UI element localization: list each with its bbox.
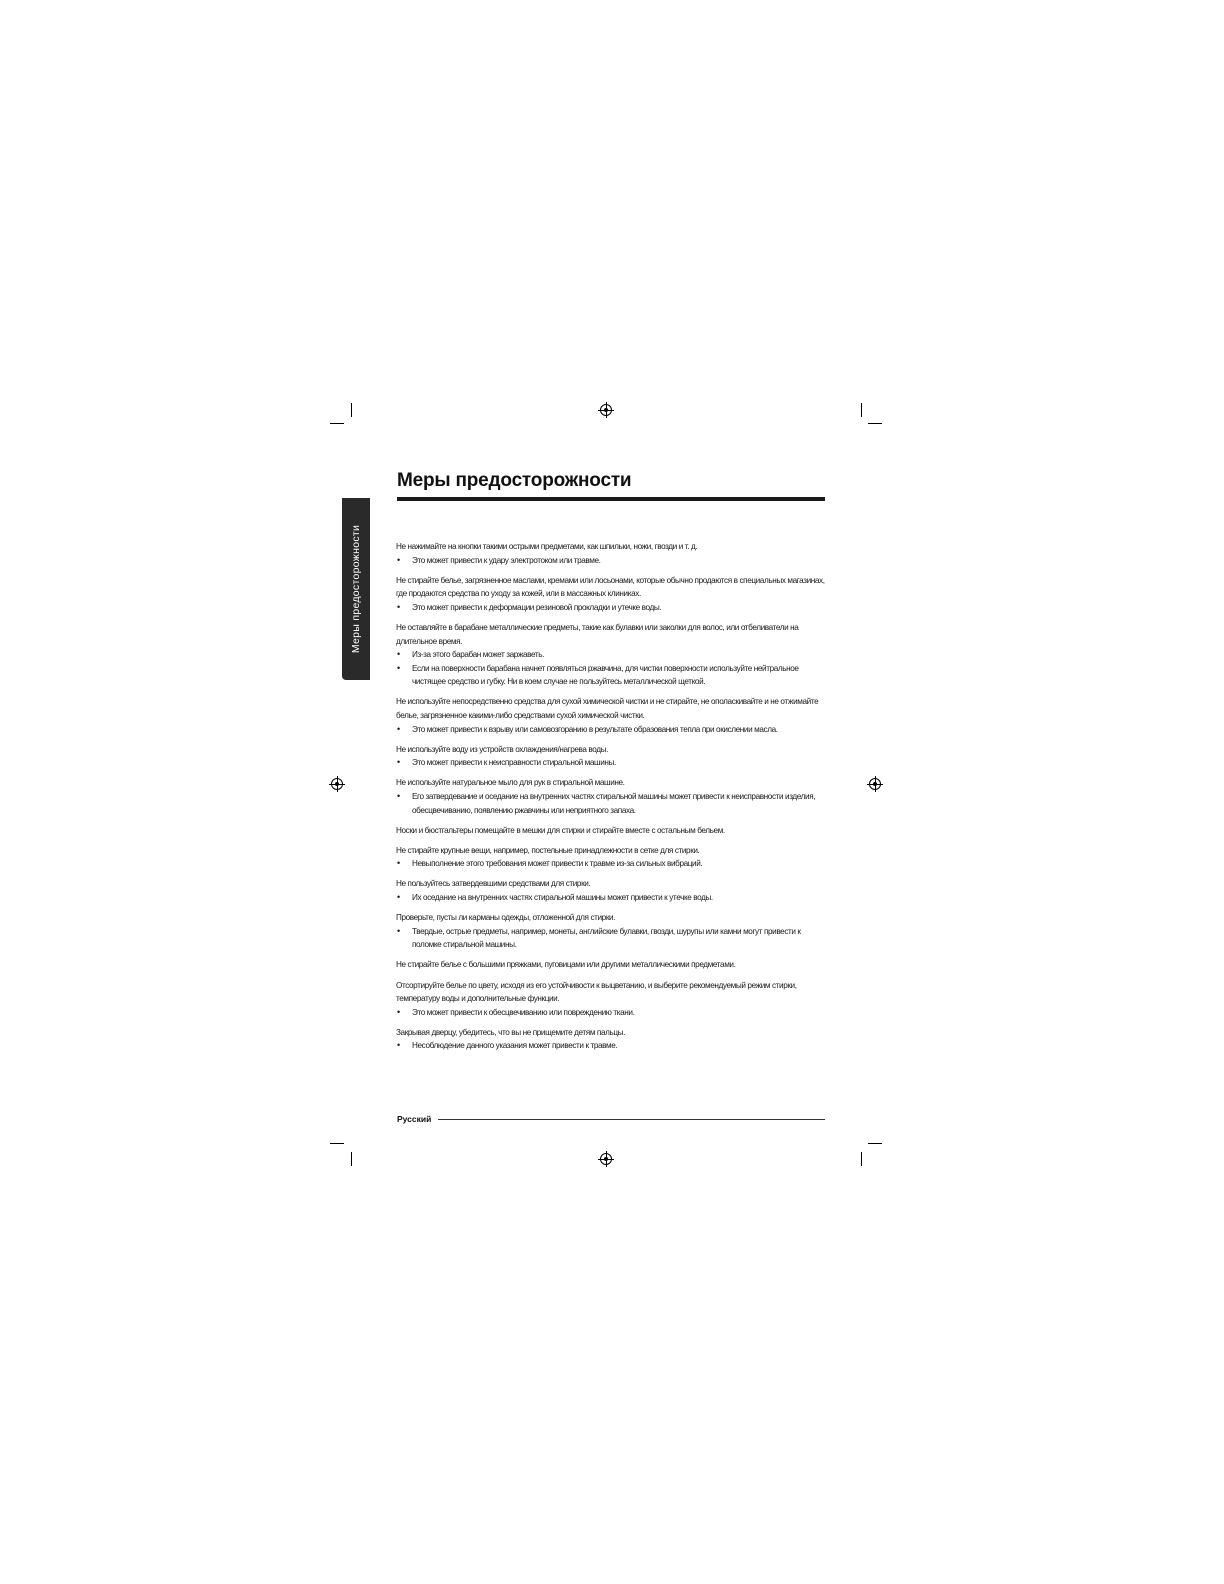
- precaution-block: [396, 979, 828, 1020]
- precaution-bullet: • Твердые, острые предметы, например, монеты, английские булавки, гвозди, шурупы или камни могут привести к поломке стиральной машины.: [396, 925, 828, 952]
- precaution-text: Не стирайте крупные вещи, например, постельные принадлежности в сетке для стирки.: [396, 845, 700, 855]
- precaution-text: Не используйте воду из устройств охлаждения/нагрева воды.: [396, 744, 608, 754]
- crop-mark: [330, 423, 344, 424]
- precaution-text: Проверьте, пусты ли карманы одежды, отложенной для стирки.: [396, 913, 616, 923]
- precaution-block: [396, 776, 828, 817]
- crop-mark: [868, 1143, 882, 1144]
- side-tab-label: Меры предосторожности: [350, 524, 362, 654]
- precaution-block: [396, 743, 828, 770]
- precaution-bullet: • Это может привести к неисправности стиральной машины.: [396, 756, 828, 770]
- precaution-text: Не оставляйте в барабане металлические предметы, такие как булавки или заколки для волос, или отбеливатели на длительное время.: [396, 622, 799, 646]
- precaution-text: Носки и бюстгальтеры помещайте в мешки для стирки и стирайте вместе с остальным бельем.: [396, 825, 725, 835]
- precautions-list: [396, 540, 828, 1060]
- precaution-text: Закрывая дверцу, убедитесь, что вы не прищемите детям пальцы.: [396, 1027, 626, 1037]
- crop-mark: [861, 403, 862, 417]
- precaution-bullet: • Их оседание на внутренних частях стиральной машины может привести к утечке воды.: [396, 891, 828, 905]
- precaution-bullet: • Это может привести к удару электротоком или травме.: [396, 554, 828, 568]
- precaution-text: Не используйте натуральное мыло для рук в стиральной машине.: [396, 778, 625, 788]
- precaution-bullet: • Если на поверхности барабана начнет появляться ржавчина, для чистки поверхности используйте нейтральное чистящее средство и губку. Ни в коем случае не пользуйтесь металлической щеткой.: [396, 662, 828, 689]
- precaution-block: [396, 540, 828, 567]
- precaution-block: [396, 911, 828, 952]
- crop-mark: [330, 1143, 344, 1144]
- precaution-bullet: • Это может привести к взрыву или самовозгоранию в результате образования тепла при окислении масла.: [396, 723, 828, 737]
- footer-language-label: Русский: [397, 1114, 432, 1124]
- crop-mark: [351, 403, 352, 417]
- precaution-text: Не пользуйтесь затвердевшими средствами для стирки.: [396, 879, 591, 889]
- precaution-text: Не стирайте белье с большими пряжками, пуговицами или другими металлическими предметами.: [396, 960, 736, 970]
- precaution-block: [396, 574, 828, 615]
- precaution-bullet: • Это может привести к деформации резиновой прокладки и утечке воды.: [396, 601, 828, 615]
- precaution-text: Не используйте непосредственно средства для сухой химической чистки и не стирайте, не ополаскивайте и не отжимайте белье, загрязненное какими-либо средствами сухой химической чистки.: [396, 697, 819, 721]
- precaution-block: [396, 1026, 828, 1053]
- crop-mark: [861, 1152, 862, 1166]
- precaution-block: [396, 958, 828, 972]
- precaution-bullet: • Несоблюдение данного указания может привести к травме.: [396, 1039, 828, 1053]
- crop-mark: [868, 423, 882, 424]
- precaution-block: [396, 621, 828, 689]
- registration-mark-icon: [600, 404, 612, 416]
- title-divider: [397, 497, 825, 501]
- precaution-bullet: • Невыполнение этого требования может привести к травме из-за сильных вибраций.: [396, 857, 828, 871]
- precaution-bullet: • Его затвердевание и оседание на внутренних частях стиральной машины может привести к неисправности изделия, обесцвечиванию, появлению ржавчины или неприятного запаха.: [396, 790, 828, 817]
- precaution-block: [396, 824, 828, 838]
- precaution-block: [396, 877, 828, 904]
- precaution-bullet: • Из-за этого барабан может заржаветь.: [396, 648, 828, 662]
- precaution-text: Не нажимайте на кнопки такими острыми предметами, как шпильки, ножи, гвозди и т. д.: [396, 542, 698, 551]
- section-side-tab: [342, 498, 370, 680]
- precaution-bullet: • Это может привести к обесцвечиванию или повреждению ткани.: [396, 1006, 828, 1020]
- crop-mark: [351, 1152, 352, 1166]
- precaution-block: [396, 695, 828, 736]
- precaution-text: Не стирайте белье, загрязненное маслами, кремами или лосьонами, которые обычно продаются в специальных магазинах, где продаются средства по уходу за кожей, или в массажных клиниках.: [396, 575, 825, 599]
- registration-mark-icon: [331, 778, 343, 790]
- page-title: Меры предосторожности: [397, 470, 632, 491]
- precaution-block: [396, 844, 828, 871]
- registration-mark-icon: [600, 1153, 612, 1165]
- registration-mark-icon: [869, 778, 881, 790]
- precaution-text: Отсортируйте белье по цвету, исходя из его устойчивости к выцветанию, и выберите рекомендуемый режим стирки, температуру воды и дополнительные функции.: [396, 980, 797, 1004]
- footer-divider: [438, 1119, 825, 1120]
